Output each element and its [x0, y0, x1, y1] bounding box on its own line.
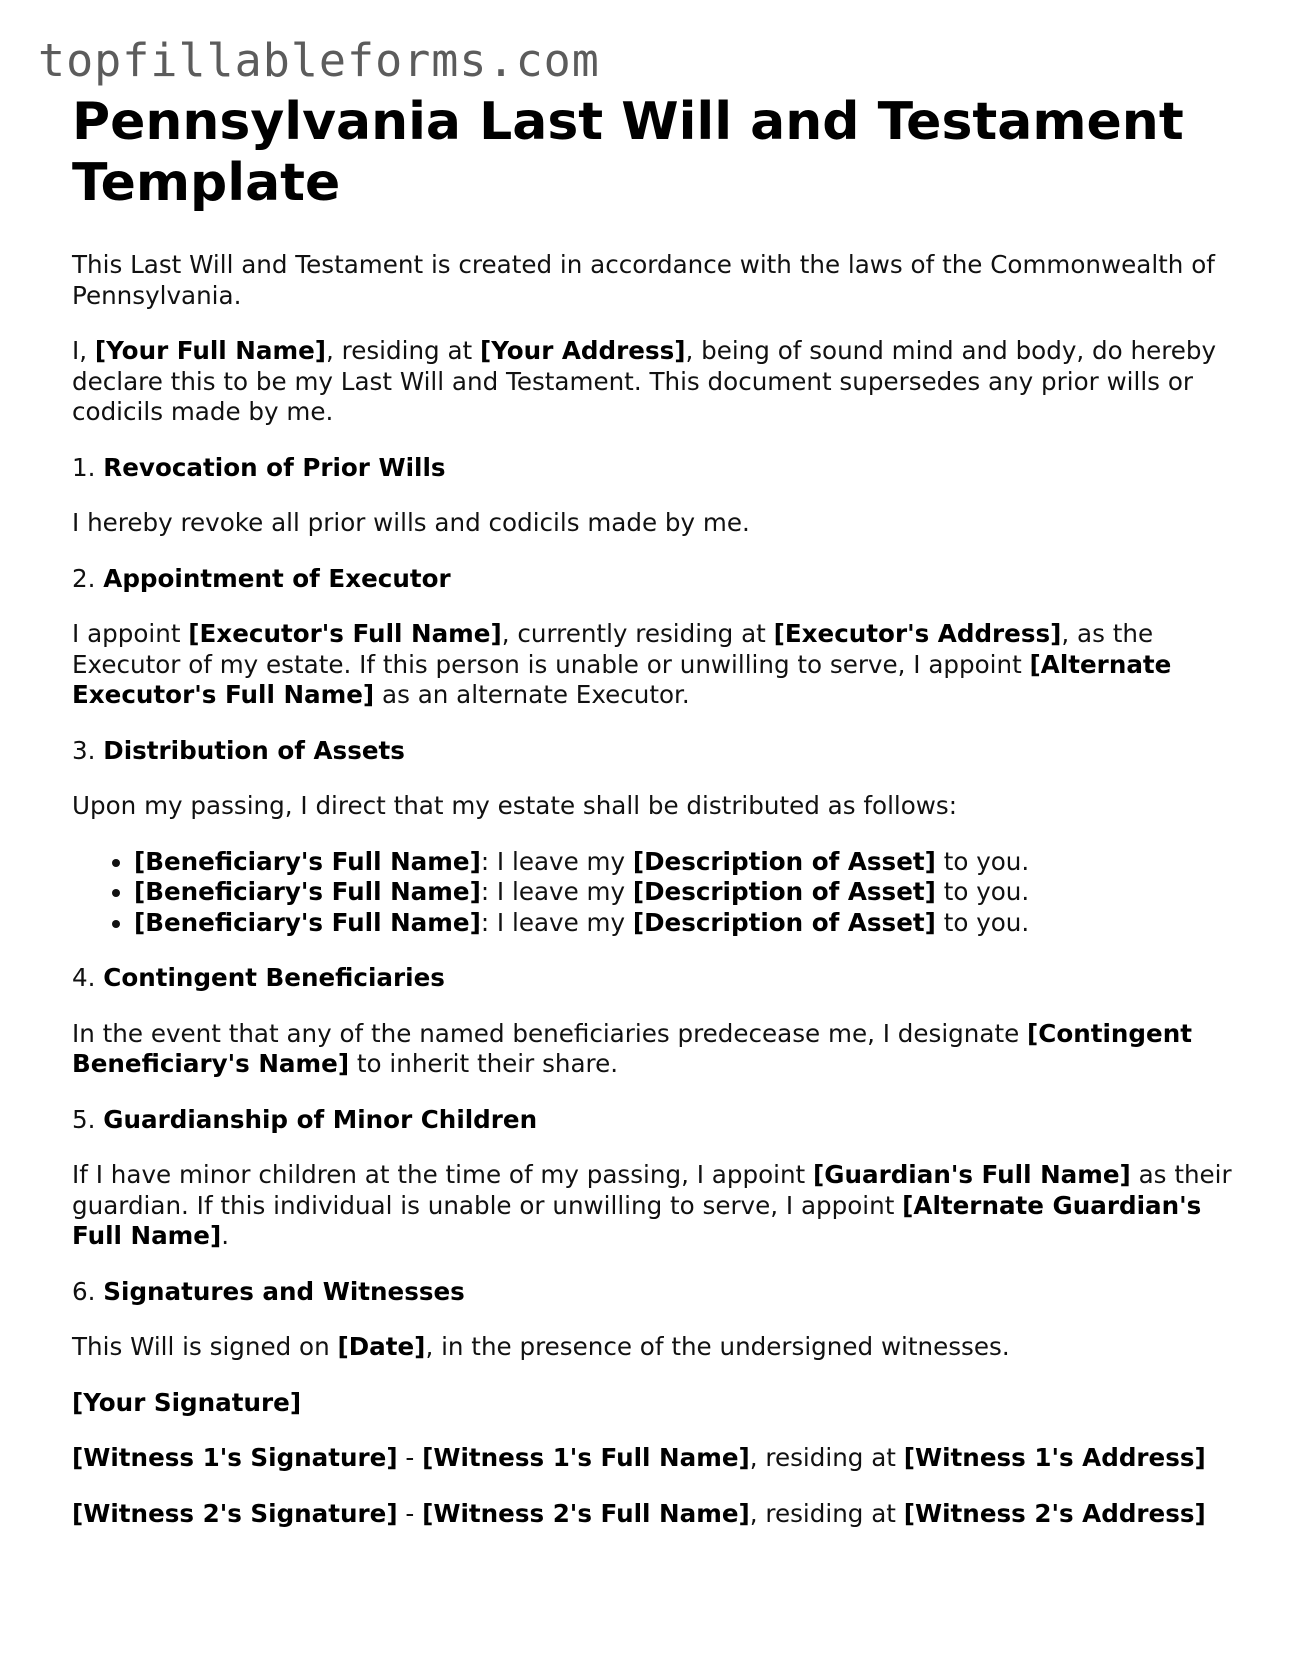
watermark: topfillableforms.com	[38, 34, 600, 87]
section-heading-signatures: 6. Signatures and Witnesses	[72, 1276, 465, 1306]
alternate-guardian-placeholder: [Alternate Guardian's Full Name]	[72, 1190, 1202, 1250]
guardianship-paragraph: If I have minor children at the time of my passing, I appoint [Guardian's Full Name] as their guardian. If this individual is unable or unwilling to serve, I appoint [Alternate Guardian's Full Name].	[72, 1160, 1232, 1250]
date-placeholder: [Date]	[337, 1332, 426, 1361]
section-heading-distribution: 3. Distribution of Assets	[72, 735, 405, 765]
intro-paragraph: This Last Will and Testament is created in accordance with the laws of the Commonwealth of Pennsylvania.	[72, 250, 1215, 310]
witness-1-line: [Witness 1's Signature] - [Witness 1's Full Name], residing at [Witness 1's Address]	[72, 1443, 1206, 1472]
section-heading-revocation: 1. Revocation of Prior Wills	[72, 452, 446, 482]
alternate-executor-placeholder: [Alternate Executor's Full Name]	[72, 649, 1172, 709]
your-signature-line: [Your Signature]	[72, 1387, 302, 1417]
testator-address-placeholder: [Your Address]	[480, 336, 686, 365]
page-title: Pennsylvania Last Will and Testament Template	[72, 92, 1184, 213]
list-item: • [Beneficiary's Full Name]: I leave my [Description of Asset] to you.	[134, 847, 1242, 878]
witness-2-line: [Witness 2's Signature] - [Witness 2's Full Name], residing at [Witness 2's Address]	[72, 1498, 1206, 1528]
executor-address-placeholder: [Executor's Address]	[773, 619, 1062, 648]
executor-name-placeholder: [Executor's Full Name]	[188, 619, 502, 648]
executor-paragraph: I appoint [Executor's Full Name], currently residing at [Executor's Address], as the Executor of my estate. If this person is unable or unwilling to serve, I appoint [Alternate Executor's Full Name] as an alternate Executor.	[72, 619, 1172, 709]
list-item: • [Beneficiary's Full Name]: I leave my [Description of Asset] to you.	[134, 877, 1242, 908]
section-heading-contingent: 4. Contingent Beneficiaries	[72, 963, 445, 992]
signing-paragraph: This Will is signed on [Date], in the presence of the undersigned witnesses.	[72, 1332, 1010, 1361]
guardian-name-placeholder: [Guardian's Full Name]	[813, 1160, 1131, 1189]
document	[72, 92, 1242, 1554]
section-heading-guardianship: 5. Guardianship of Minor Children	[72, 1104, 538, 1134]
contingent-paragraph: In the event that any of the named beneficiaries predecease me, I designate [Contingent Beneficiary's Name] to inherit their share.	[72, 1018, 1192, 1078]
list-item: • [Beneficiary's Full Name]: I leave my [Description of Asset] to you.	[134, 908, 1242, 939]
revocation-paragraph: I hereby revoke all prior wills and codicils made by me.	[72, 508, 750, 537]
declaration-paragraph: I, [Your Full Name], residing at [Your Address], being of sound mind and body, do hereby declare this to be my Last Will and Testament. This document supersedes any prior wills or codicils made by me.	[72, 336, 1217, 426]
testator-name-placeholder: [Your Full Name]	[94, 336, 327, 365]
distribution-paragraph: Upon my passing, I direct that my estate shall be distributed as follows:	[72, 791, 958, 820]
contingent-beneficiary-placeholder: [Contingent Beneficiary's Name]	[72, 1018, 1192, 1078]
section-heading-executor: 2. Appointment of Executor	[72, 563, 451, 593]
beneficiary-list	[72, 847, 1242, 939]
